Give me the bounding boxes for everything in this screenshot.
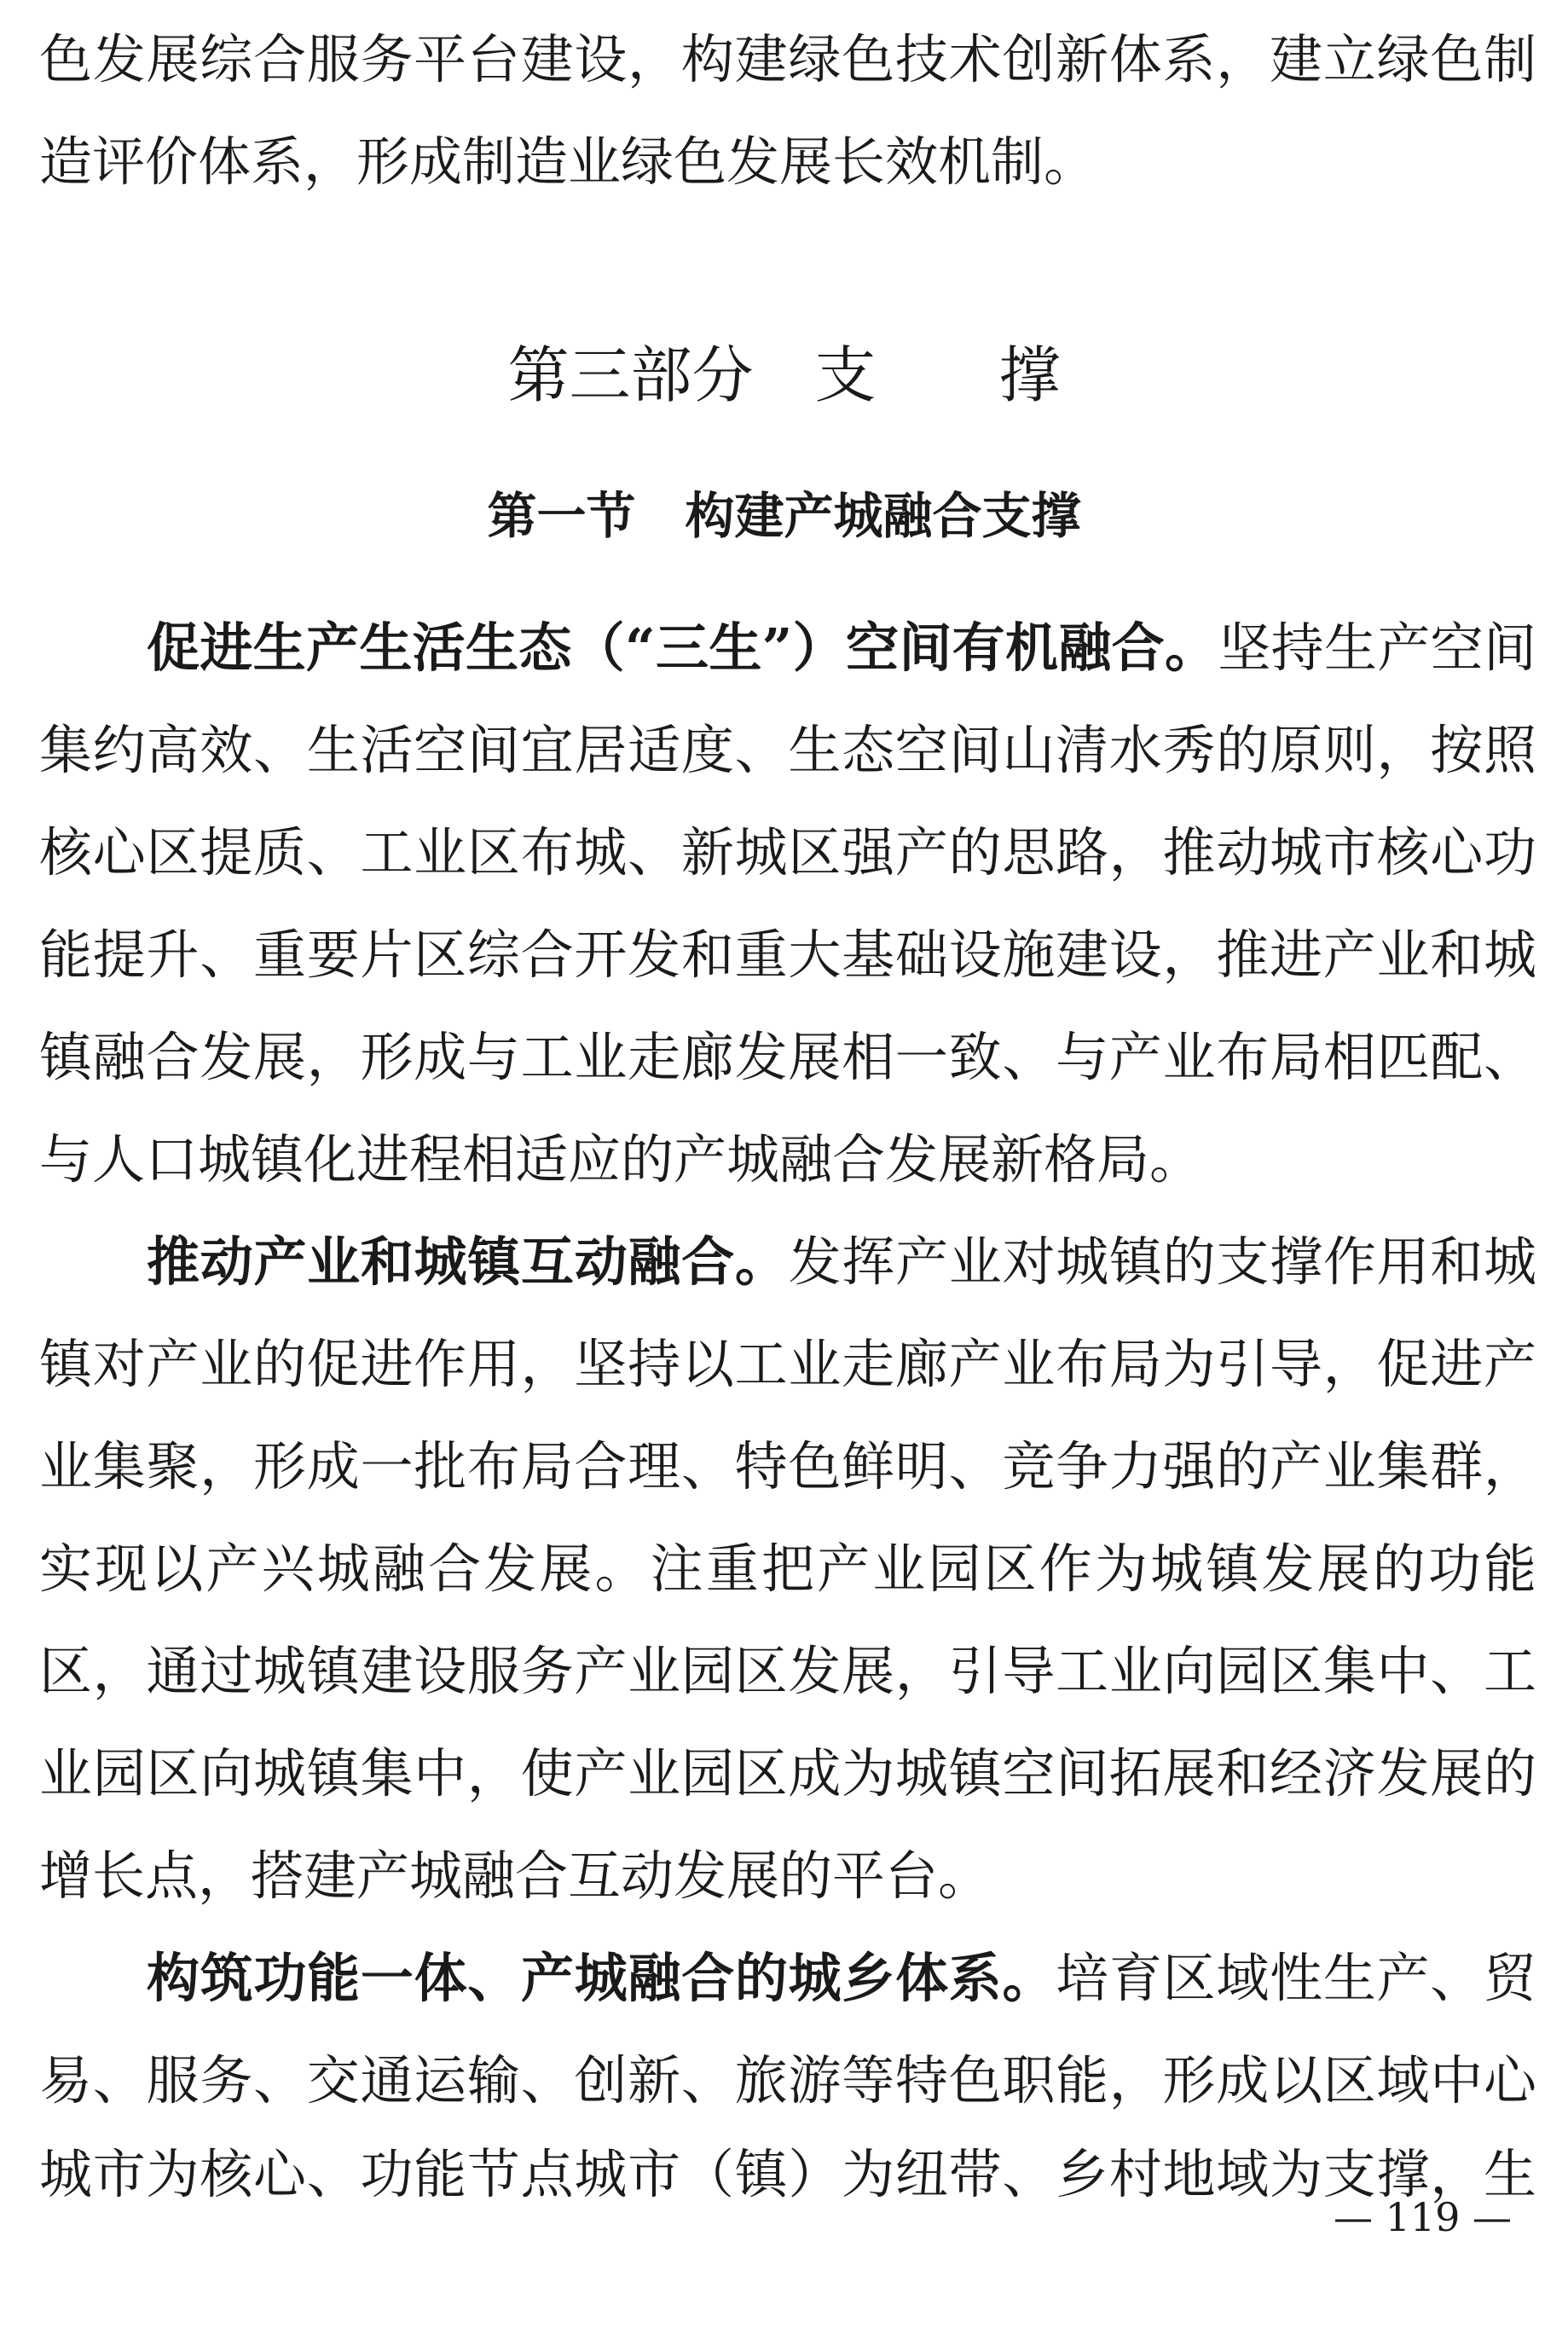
text-line: 增长点，搭建产城融合互动发展的平台。 xyxy=(39,1845,992,1907)
text-line: 业园区向城镇集中，使产业园区成为城镇空间拓展和经济发展的 xyxy=(39,1742,1536,1804)
text-line: 色发展综合服务平台建设，构建绿色技术创新体系，建立绿色制 xyxy=(39,28,1536,90)
paragraph-lead: 推动产业和城镇互动融合。 xyxy=(147,1231,789,1293)
text-line: 实现以产兴城融合发展。注重把产业园区作为城镇发展的功能 xyxy=(39,1538,1536,1600)
text-line: 镇对产业的促进作用，坚持以工业走廊产业布局为引导，促进产 xyxy=(39,1333,1536,1395)
paragraph-text: 坚持生产空间 xyxy=(1218,617,1536,679)
paragraph-text: 发挥产业对城镇的支撑作用和城 xyxy=(788,1231,1536,1293)
paragraph-first-line xyxy=(147,1944,1536,2013)
paragraph-first-line xyxy=(147,614,1536,682)
page-number: — 119 — xyxy=(1333,2194,1512,2240)
text-line: 核心区提质、工业区布城、新城区强产的思路，推动城市核心功 xyxy=(39,821,1536,883)
section-title: 第一节 构建产城融合支撑 xyxy=(487,487,1081,545)
part-title: 第三部分 支 撑 xyxy=(507,339,1061,411)
text-line: 易、服务、交通运输、创新、旅游等特色职能，形成以区域中心 xyxy=(39,2049,1536,2111)
text-line: 镇融合发展，形成与工业走廊发展相一致、与产业布局相匹配、 xyxy=(39,1026,1536,1088)
paragraph-first-line xyxy=(147,1228,1536,1296)
text-line: 造评价体系，形成制造业绿色发展长效机制。 xyxy=(39,130,1097,193)
paragraph-lead: 促进生产生活生态（“三生”）空间有机融合。 xyxy=(147,617,1218,679)
text-line: 能提升、重要片区综合开发和重大基础设施建设，推进产业和城 xyxy=(39,924,1536,986)
paragraph-text: 培育区域性生产、贸 xyxy=(1056,1947,1536,2009)
text-line: 集约高效、生活空间宜居适度、生态空间山清水秀的原则，按照 xyxy=(39,719,1536,781)
paragraph-lead: 构筑功能一体、产城融合的城乡体系。 xyxy=(147,1947,1056,2009)
text-line: 区，通过城镇建设服务产业园区发展，引导工业向园区集中、工 xyxy=(39,1640,1536,1702)
text-line: 城市为核心、功能节点城市（镇）为纽带、乡村地域为支撑，生 xyxy=(39,2143,1536,2205)
text-line: 与人口城镇化进程相适应的产城融合发展新格局。 xyxy=(39,1128,1203,1190)
text-line: 业集聚，形成一批布局合理、特色鲜明、竞争力强的产业集群， xyxy=(39,1435,1536,1497)
